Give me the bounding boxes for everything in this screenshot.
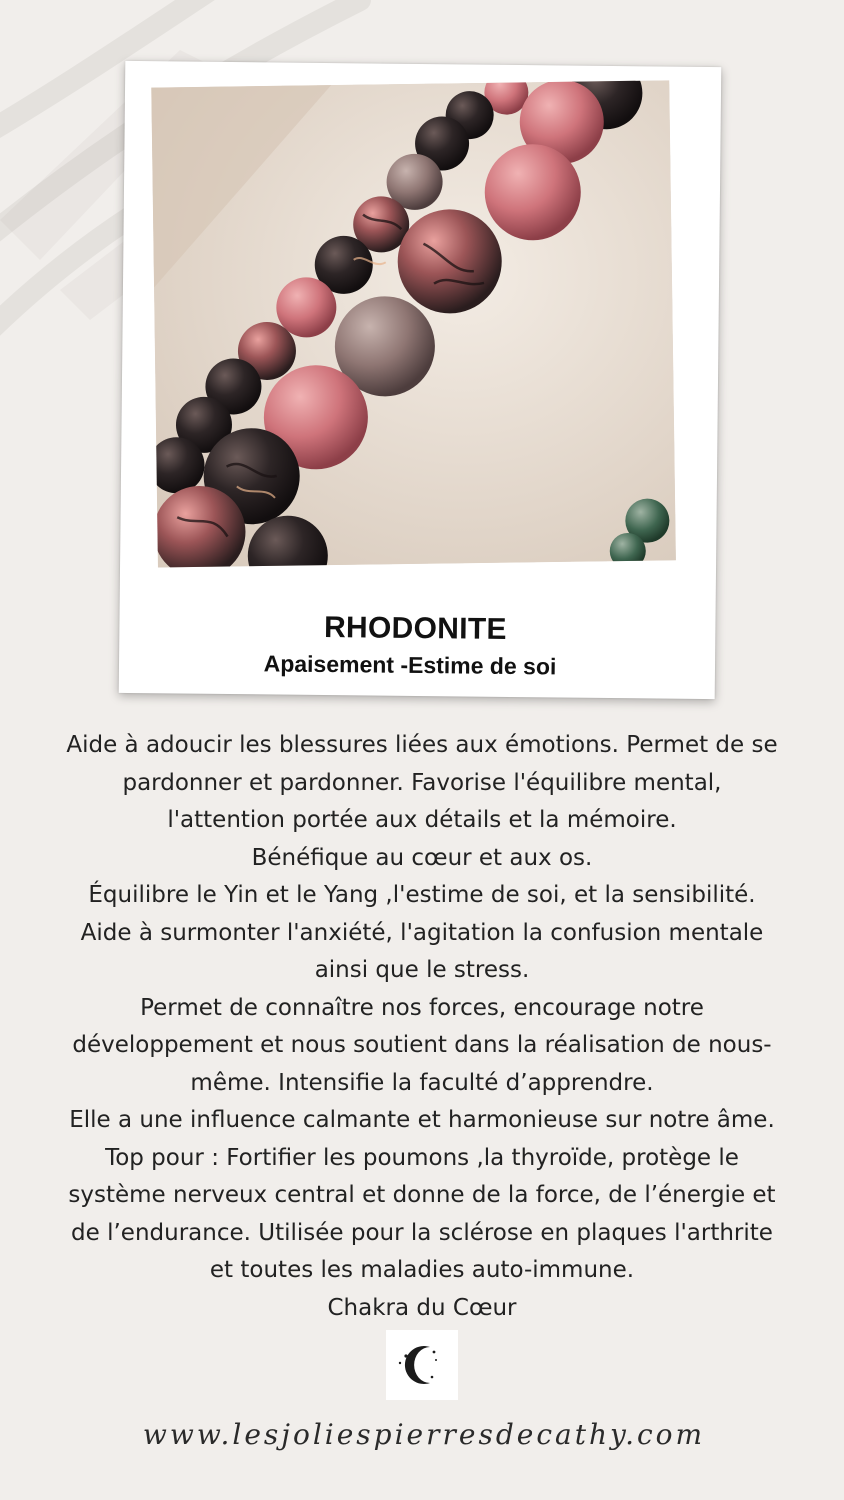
description-line: Top pour : Fortifier les poumons ,la thyroïde, protège le (105, 1144, 739, 1171)
rhodonite-bracelet-photo (151, 80, 676, 567)
description-line: de l’endurance. Utilisée pour la sclérose en plaques l'arthrite (71, 1219, 773, 1246)
description-line: développement et nous soutient dans la réalisation de nous- (72, 1032, 772, 1058)
description-line: l'attention portée aux détails et la mémoire. (167, 807, 677, 833)
brand-logo (386, 1330, 458, 1400)
stone-subtitle: Apaisement -Estime de soi (263, 650, 557, 680)
description-line: Bénéfique au cœur et aux os. (251, 844, 593, 871)
crescent-moon-stars-icon (386, 1330, 458, 1400)
description-line: même. Intensifie la faculté d’apprendre. (190, 1069, 654, 1096)
polaroid-card (119, 61, 722, 699)
description-line: système nerveux central et donne de la force, de l’énergie et (68, 1182, 776, 1208)
description-line: Aide à adoucir les blessures liées aux émotions. Permet de se (66, 732, 778, 758)
description-line: ainsi que le stress. (314, 957, 530, 983)
description-line: pardonner et pardonner. Favorise l'équilibre mental, (122, 769, 722, 796)
stone-description (12, 727, 832, 1327)
description-line: Aide à surmonter l'anxiété, l'agitation la confusion mentale (80, 919, 764, 946)
description-line: Permet de connaître nos forces, encourage notre (140, 994, 704, 1021)
chakra-line: Chakra du Cœur (327, 1294, 517, 1321)
description-line: et toutes les maladies auto-immune. (209, 1257, 635, 1283)
website-url[interactable]: www.lesjoliespierresdecathy.com (142, 1418, 706, 1451)
description-line: Équilibre le Yin et le Yang ,l'estime de soi, et la sensibilité. (88, 882, 756, 908)
stone-title: RHODONITE (323, 611, 507, 646)
description-line: Elle a une influence calmante et harmonieuse sur notre âme. (69, 1107, 775, 1133)
